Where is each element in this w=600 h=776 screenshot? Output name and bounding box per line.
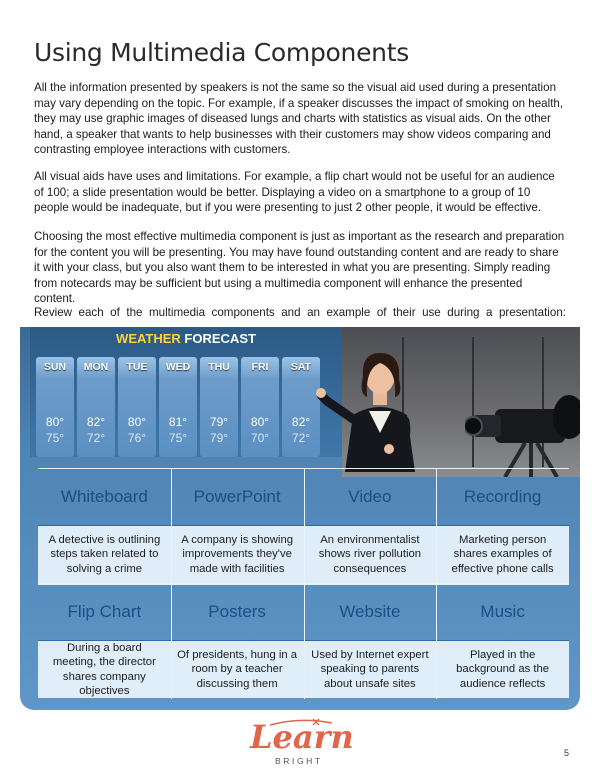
- presenter-figure: [305, 337, 455, 472]
- page-title: Using Multimedia Components: [34, 38, 409, 67]
- day-low: 72°: [291, 431, 311, 445]
- day-low: 72°: [86, 431, 106, 445]
- weather-forecast-title: [30, 331, 342, 346]
- component-name: PowerPoint: [193, 487, 281, 506]
- day-high: 80°: [250, 415, 270, 429]
- day-name: TUE: [126, 361, 148, 373]
- day-high: 79°: [209, 415, 229, 429]
- forecast-day: [77, 357, 115, 457]
- component-example: An environmentalist shows river pollution consequences: [304, 525, 437, 583]
- component-example: A detective is outlining steps taken related to solving a crime: [38, 525, 171, 583]
- day-low: 76°: [127, 431, 147, 445]
- day-name: SUN: [43, 361, 67, 373]
- forecast-day: [36, 357, 74, 457]
- logo-tagline: BRIGHT: [275, 756, 323, 766]
- components-grid: [38, 468, 569, 698]
- day-low: 75°: [168, 431, 188, 445]
- day-name: WED: [165, 361, 191, 373]
- day-high: 82°: [86, 415, 106, 429]
- component-example: Of presidents, hung in a room by a teacher discussing them: [171, 640, 304, 698]
- day-high: 80°: [45, 415, 65, 429]
- forecast-day: [241, 357, 279, 457]
- component-example: Played in the background as the audience reflects: [436, 640, 569, 698]
- logo-wordmark: Learn: [250, 718, 354, 756]
- grid-divider: [436, 469, 437, 699]
- component-name: Posters: [208, 602, 266, 621]
- grid-divider: [304, 469, 305, 699]
- day-high: 80°: [127, 415, 147, 429]
- component-example: Used by Internet expert speaking to parents about unsafe sites: [304, 640, 437, 698]
- component-name: Recording: [463, 487, 542, 506]
- component-name: Website: [339, 602, 401, 621]
- component-example: Marketing person shares examples of effective phone calls: [436, 525, 569, 583]
- forecast-day: [118, 357, 156, 457]
- day-low: 79°: [209, 431, 229, 445]
- grid-divider: [171, 469, 172, 699]
- camera-equipment: [465, 387, 580, 477]
- component-example: During a board meeting, the director shares company objectives: [38, 640, 171, 698]
- choosing-paragraph: Choosing the most effective multimedia component is just as important as the research and preparation for the content you will be presenting. You may have found outstanding content and are ready to share it with your class, but you also want them to be interested in what you are presenting. Simply reading from notecards may be sufficient but using a multimedia component will enhance the presented content.: [34, 230, 565, 306]
- page-number: 5: [564, 748, 570, 758]
- weather-forecast-board: [30, 327, 342, 457]
- day-high: 81°: [168, 415, 188, 429]
- day-name: MON: [83, 361, 109, 373]
- weather-title-rest: FORECAST: [180, 331, 256, 346]
- component-name: Whiteboard: [60, 487, 148, 506]
- forecast-days: [36, 357, 320, 457]
- visual-aids-paragraph: All visual aids have uses and limitations. For example, a flip chart would not be useful for an audience of 100; a slide presentation would be better. Displaying a video on a smartphone to a group of 10 people would be inadequate, but if you were presenting to just 2 other people, it would be effective.: [34, 170, 555, 215]
- day-name: THU: [208, 361, 230, 373]
- multimedia-illustration: [20, 327, 580, 710]
- intro-paragraph: All the information presented by speakers is not the same so the visual aid used during a presentation may vary depending on the topic. For example, if a speaker discusses the impact of smoking on health, they may use graphic images of diseased lungs and charts with statistics as visual aids. On the other hand, a speaker that wants to help businesses with their customers may show videos comparing and contrasting employee interactions with customers.: [34, 81, 564, 157]
- review-paragraph: Review each of the multimedia components and an example of their use during a presentation:: [34, 306, 566, 319]
- day-low: 75°: [45, 431, 65, 445]
- day-low: 70°: [250, 431, 270, 445]
- day-high: 82°: [291, 415, 311, 429]
- component-example: A company is showing improvements they've made with facilities: [171, 525, 304, 583]
- weather-title-accent: WEATHER: [116, 331, 181, 346]
- component-name: Music: [480, 602, 525, 621]
- forecast-day: [200, 357, 238, 457]
- component-name: Video: [348, 487, 392, 506]
- component-name: Flip Chart: [67, 602, 142, 621]
- day-name: FRI: [251, 361, 269, 373]
- forecast-day: [159, 357, 197, 457]
- day-name: SAT: [290, 361, 312, 373]
